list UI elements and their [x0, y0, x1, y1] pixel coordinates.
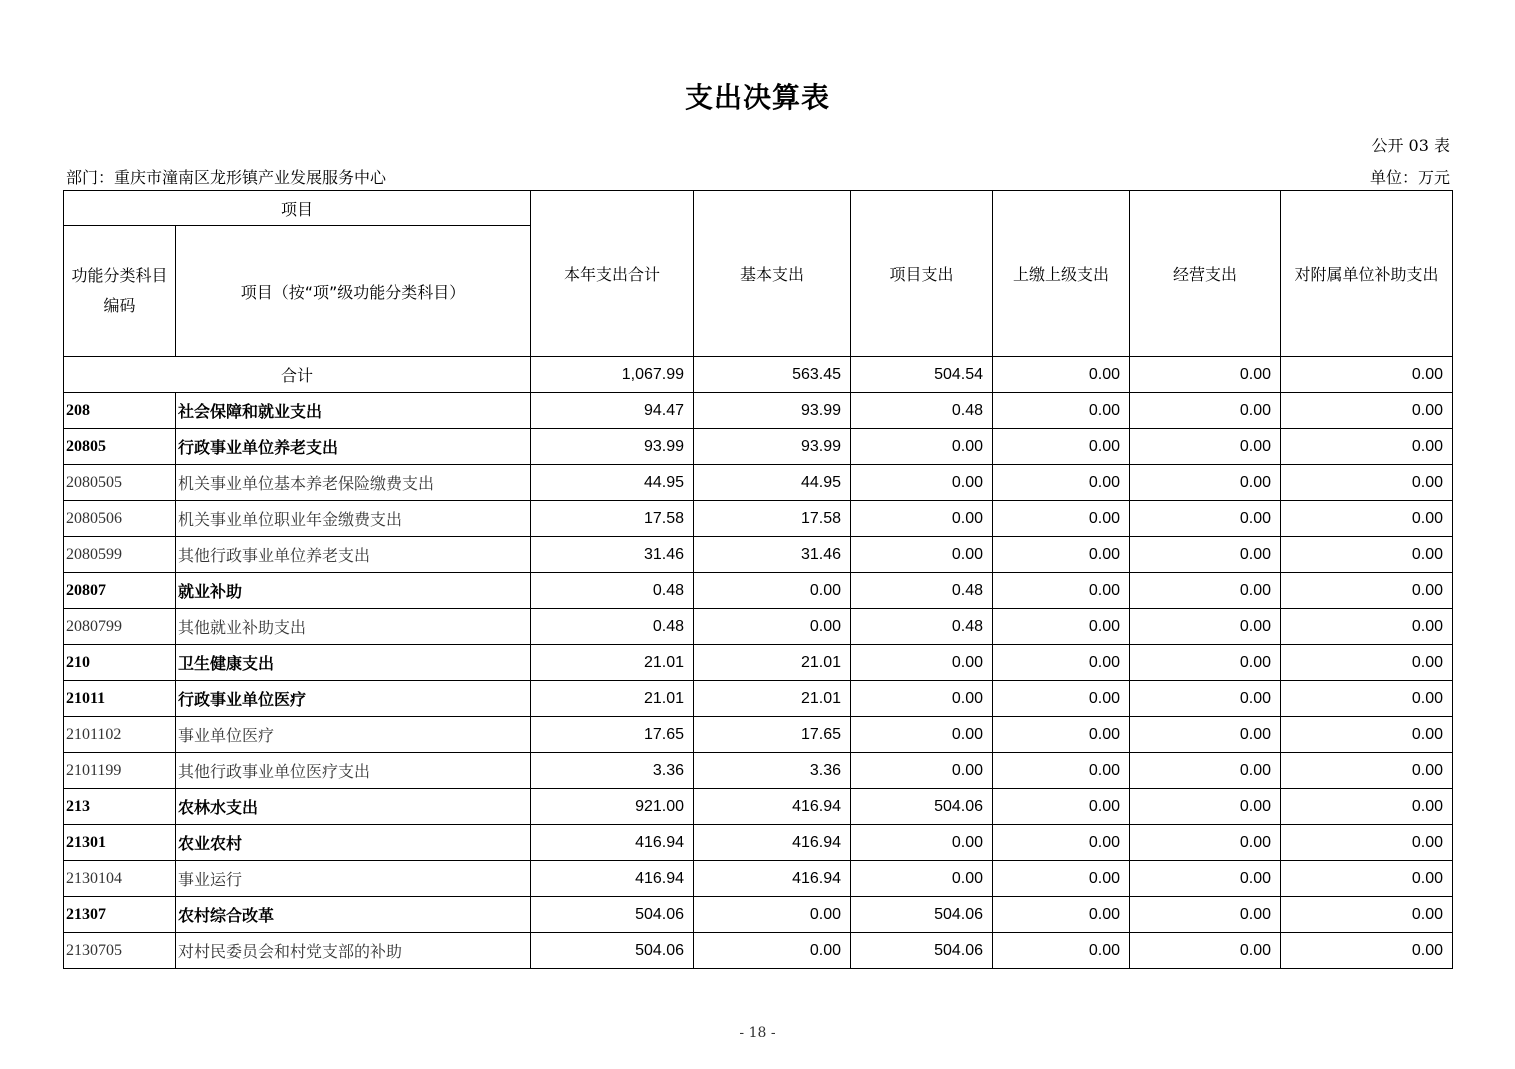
- row-value: 0.00: [1130, 933, 1281, 969]
- row-value: 504.06: [851, 789, 993, 825]
- row-value: 0.00: [993, 681, 1130, 717]
- table-row: [64, 573, 1453, 609]
- row-code: 20807: [64, 573, 176, 609]
- row-value: 0.00: [1130, 897, 1281, 933]
- row-value: 0.00: [993, 933, 1130, 969]
- row-value: 0.00: [851, 717, 993, 753]
- row-value: 0.00: [851, 861, 993, 897]
- row-code: 208: [64, 393, 176, 429]
- total-cell: 0.00: [993, 357, 1130, 393]
- row-value: 0.00: [993, 645, 1130, 681]
- row-value: 0.00: [851, 429, 993, 465]
- row-value: 416.94: [531, 825, 694, 861]
- row-value: 44.95: [531, 465, 694, 501]
- row-value: 0.00: [694, 609, 851, 645]
- table-row: [64, 753, 1453, 789]
- row-name: 卫生健康支出: [176, 645, 531, 681]
- row-value: 0.00: [851, 681, 993, 717]
- row-value: 0.00: [1130, 573, 1281, 609]
- row-value: 0.00: [851, 825, 993, 861]
- row-name: 其他就业补助支出: [176, 609, 531, 645]
- row-name: 农林水支出: [176, 789, 531, 825]
- row-value: 0.00: [851, 753, 993, 789]
- table-row: [64, 609, 1453, 645]
- row-code: 2080506: [64, 501, 176, 537]
- row-value: 3.36: [694, 753, 851, 789]
- total-row: [64, 357, 1453, 393]
- row-value: 0.00: [993, 789, 1130, 825]
- row-value: 21.01: [694, 681, 851, 717]
- row-name: 社会保障和就业支出: [176, 393, 531, 429]
- row-value: 0.48: [851, 393, 993, 429]
- row-value: 0.00: [1130, 861, 1281, 897]
- row-value: 0.00: [694, 933, 851, 969]
- page-number: - 18 -: [739, 1025, 776, 1041]
- row-code: 21301: [64, 825, 176, 861]
- row-value: 0.00: [1281, 933, 1453, 969]
- row-value: 0.00: [993, 501, 1130, 537]
- row-value: 0.00: [851, 465, 993, 501]
- total-cell: 1,067.99: [531, 357, 694, 393]
- row-value: 0.00: [1281, 753, 1453, 789]
- row-value: 0.00: [1281, 501, 1453, 537]
- row-value: 17.65: [694, 717, 851, 753]
- total-cell: 0.00: [1130, 357, 1281, 393]
- page-title: 支出决算表: [684, 81, 830, 114]
- unit-label: 单位：万元: [1369, 168, 1450, 187]
- row-value: 0.00: [993, 717, 1130, 753]
- row-value: 0.00: [993, 753, 1130, 789]
- row-value: 31.46: [694, 537, 851, 573]
- header-code: 功能分类科目编码: [64, 226, 176, 357]
- row-value: 0.00: [1281, 897, 1453, 933]
- row-value: 44.95: [694, 465, 851, 501]
- row-value: 504.06: [851, 933, 993, 969]
- row-value: 0.48: [531, 573, 694, 609]
- total-label: 合计: [64, 357, 531, 393]
- header-upper: 上缴上级支出: [993, 191, 1130, 357]
- table-row: [64, 789, 1453, 825]
- row-value: 0.00: [993, 825, 1130, 861]
- row-value: 0.00: [1281, 429, 1453, 465]
- header-business: 经营支出: [1130, 191, 1281, 357]
- row-name: 农村综合改革: [176, 897, 531, 933]
- table-row: [64, 465, 1453, 501]
- row-value: 0.00: [1281, 573, 1453, 609]
- row-code: 2080505: [64, 465, 176, 501]
- row-value: 0.00: [1281, 789, 1453, 825]
- row-value: 0.00: [1130, 789, 1281, 825]
- row-value: 0.00: [993, 861, 1130, 897]
- row-value: 0.00: [1130, 537, 1281, 573]
- row-value: 0.00: [993, 537, 1130, 573]
- row-value: 416.94: [531, 861, 694, 897]
- row-value: 21.01: [531, 681, 694, 717]
- row-name: 其他行政事业单位医疗支出: [176, 753, 531, 789]
- row-code: 2130104: [64, 861, 176, 897]
- row-value: 0.00: [1281, 645, 1453, 681]
- row-value: 0.00: [1130, 753, 1281, 789]
- table-row: [64, 501, 1453, 537]
- row-value: 0.00: [1281, 825, 1453, 861]
- row-value: 0.00: [1281, 717, 1453, 753]
- row-code: 2101102: [64, 717, 176, 753]
- row-value: 17.58: [694, 501, 851, 537]
- row-value: 0.00: [1281, 537, 1453, 573]
- row-value: 0.00: [993, 429, 1130, 465]
- table-row: [64, 681, 1453, 717]
- total-cell: 504.54: [851, 357, 993, 393]
- header-project: 项目: [64, 191, 531, 226]
- row-code: 210: [64, 645, 176, 681]
- row-name: 事业单位医疗: [176, 717, 531, 753]
- row-value: 921.00: [531, 789, 694, 825]
- table-row: [64, 825, 1453, 861]
- row-value: 0.00: [1130, 825, 1281, 861]
- header-name: 项目（按“项”级功能分类科目）: [176, 226, 531, 357]
- row-value: 0.00: [1130, 429, 1281, 465]
- row-value: 0.00: [694, 897, 851, 933]
- table-row: [64, 933, 1453, 969]
- row-value: 93.99: [694, 393, 851, 429]
- row-name: 事业运行: [176, 861, 531, 897]
- row-code: 2101199: [64, 753, 176, 789]
- row-name: 行政事业单位养老支出: [176, 429, 531, 465]
- header-basic: 基本支出: [694, 191, 851, 357]
- row-value: 0.00: [993, 897, 1130, 933]
- row-value: 0.00: [1130, 717, 1281, 753]
- table-row: [64, 645, 1453, 681]
- header-total: 本年支出合计: [531, 191, 694, 357]
- row-code: 20805: [64, 429, 176, 465]
- row-name: 机关事业单位职业年金缴费支出: [176, 501, 531, 537]
- row-value: 0.00: [993, 465, 1130, 501]
- total-cell: 0.00: [1281, 357, 1453, 393]
- row-value: 504.06: [851, 897, 993, 933]
- row-value: 0.00: [851, 501, 993, 537]
- row-value: 416.94: [694, 789, 851, 825]
- row-value: 504.06: [531, 897, 694, 933]
- row-value: 0.48: [531, 609, 694, 645]
- table-row: [64, 429, 1453, 465]
- table-row: [64, 537, 1453, 573]
- department-label: 部门：重庆市潼南区龙形镇产业发展服务中心: [66, 168, 387, 187]
- row-value: 416.94: [694, 861, 851, 897]
- row-value: 0.00: [1281, 393, 1453, 429]
- row-name: 对村民委员会和村党支部的补助: [176, 933, 531, 969]
- row-code: 21307: [64, 897, 176, 933]
- row-value: 0.48: [851, 573, 993, 609]
- table-row: [64, 861, 1453, 897]
- row-code: 2130705: [64, 933, 176, 969]
- row-value: 17.58: [531, 501, 694, 537]
- table-number: 公开 03 表: [1371, 136, 1450, 155]
- row-value: 0.48: [851, 609, 993, 645]
- row-value: 0.00: [851, 537, 993, 573]
- row-value: 0.00: [1130, 393, 1281, 429]
- row-name: 机关事业单位基本养老保险缴费支出: [176, 465, 531, 501]
- row-code: 213: [64, 789, 176, 825]
- row-name: 就业补助: [176, 573, 531, 609]
- row-value: 21.01: [694, 645, 851, 681]
- table-row: [64, 717, 1453, 753]
- row-value: 0.00: [1281, 465, 1453, 501]
- row-value: 0.00: [1130, 609, 1281, 645]
- row-value: 94.47: [531, 393, 694, 429]
- row-code: 2080799: [64, 609, 176, 645]
- row-value: 0.00: [1130, 465, 1281, 501]
- row-value: 0.00: [1281, 681, 1453, 717]
- row-name: 行政事业单位医疗: [176, 681, 531, 717]
- header-project-expense: 项目支出: [851, 191, 993, 357]
- row-value: 0.00: [1130, 501, 1281, 537]
- row-name: 农业农村: [176, 825, 531, 861]
- table-row: [64, 897, 1453, 933]
- row-value: 0.00: [851, 645, 993, 681]
- row-value: 0.00: [1281, 609, 1453, 645]
- row-value: 0.00: [993, 393, 1130, 429]
- total-cell: 563.45: [694, 357, 851, 393]
- row-value: 0.00: [1130, 645, 1281, 681]
- expenditure-table: [63, 190, 1453, 969]
- row-value: 0.00: [993, 609, 1130, 645]
- row-name: 其他行政事业单位养老支出: [176, 537, 531, 573]
- row-value: 0.00: [1281, 861, 1453, 897]
- row-value: 93.99: [531, 429, 694, 465]
- row-value: 0.00: [1130, 681, 1281, 717]
- row-value: 416.94: [694, 825, 851, 861]
- row-code: 21011: [64, 681, 176, 717]
- row-value: 3.36: [531, 753, 694, 789]
- header-subsidy: 对附属单位补助支出: [1281, 191, 1453, 357]
- row-value: 504.06: [531, 933, 694, 969]
- row-value: 93.99: [694, 429, 851, 465]
- row-value: 0.00: [993, 573, 1130, 609]
- row-value: 21.01: [531, 645, 694, 681]
- row-value: 31.46: [531, 537, 694, 573]
- row-code: 2080599: [64, 537, 176, 573]
- row-value: 17.65: [531, 717, 694, 753]
- row-value: 0.00: [694, 573, 851, 609]
- table-row: [64, 393, 1453, 429]
